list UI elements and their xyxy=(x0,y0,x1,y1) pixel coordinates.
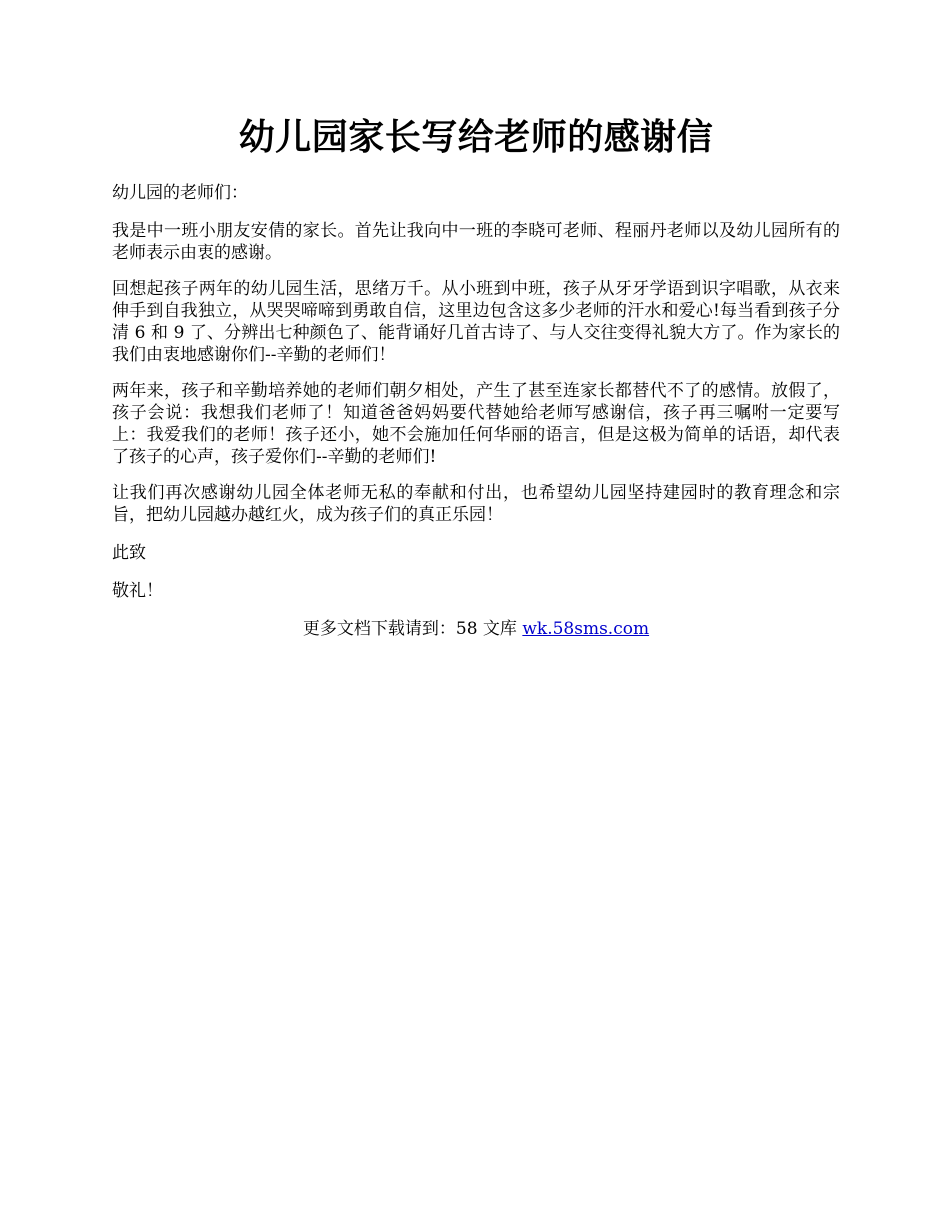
salutation: 幼儿园的老师们： xyxy=(112,183,248,203)
paragraph-1: 我是中一班小朋友安倩的家长。首先让我向中一班的李晓可老师、程丽丹老师以及幼儿园所有的老师表示由衷的感谢。 xyxy=(112,221,840,263)
document-page xyxy=(112,0,840,640)
document-title: 幼儿园家长写给老师的感谢信 xyxy=(238,116,714,158)
paragraph-3: 两年来，孩子和辛勤培养她的老师们朝夕相处，产生了甚至连家长都替代不了的感情。放假了，孩子会说：我想我们老师了！知道爸爸妈妈要代替她给老师写感谢信，孩子再三嘱咐一定要写上：我爱我们的老师！孩子还小，她不会施加任何华丽的语言，但是这极为简单的话语，却代表了孩子的心声，孩子爱你们--辛勤的老师们! xyxy=(112,381,840,467)
footer-link[interactable]: wk.58sms.com xyxy=(522,619,650,639)
paragraph-4: 让我们再次感谢幼儿园全体老师无私的奉献和付出，也希望幼儿园坚持建园时的教育理念和宗旨，把幼儿园越办越红火，成为孩子们的真正乐园！ xyxy=(112,483,840,525)
paragraph-2: 回想起孩子两年的幼儿园生活，思绪万千。从小班到中班，孩子从牙牙学语到识字唱歌，从衣来伸手到自我独立，从哭哭啼啼到勇敢自信，这里边包含这多少老师的汗水和爱心!每当看到孩子分清 6 和 9 了、分辨出七种颜色了、能背诵好几首古诗了、与人交往变得礼貌大方了。作为家长的我们由衷地感谢你们--辛勤的老师们！ xyxy=(112,279,840,365)
closing-line-2: 敬礼！ xyxy=(112,581,163,601)
footer xyxy=(112,618,840,640)
footer-text: 更多文档下载请到：58 文库 xyxy=(302,619,523,639)
closing-line-1: 此致 xyxy=(112,543,146,563)
